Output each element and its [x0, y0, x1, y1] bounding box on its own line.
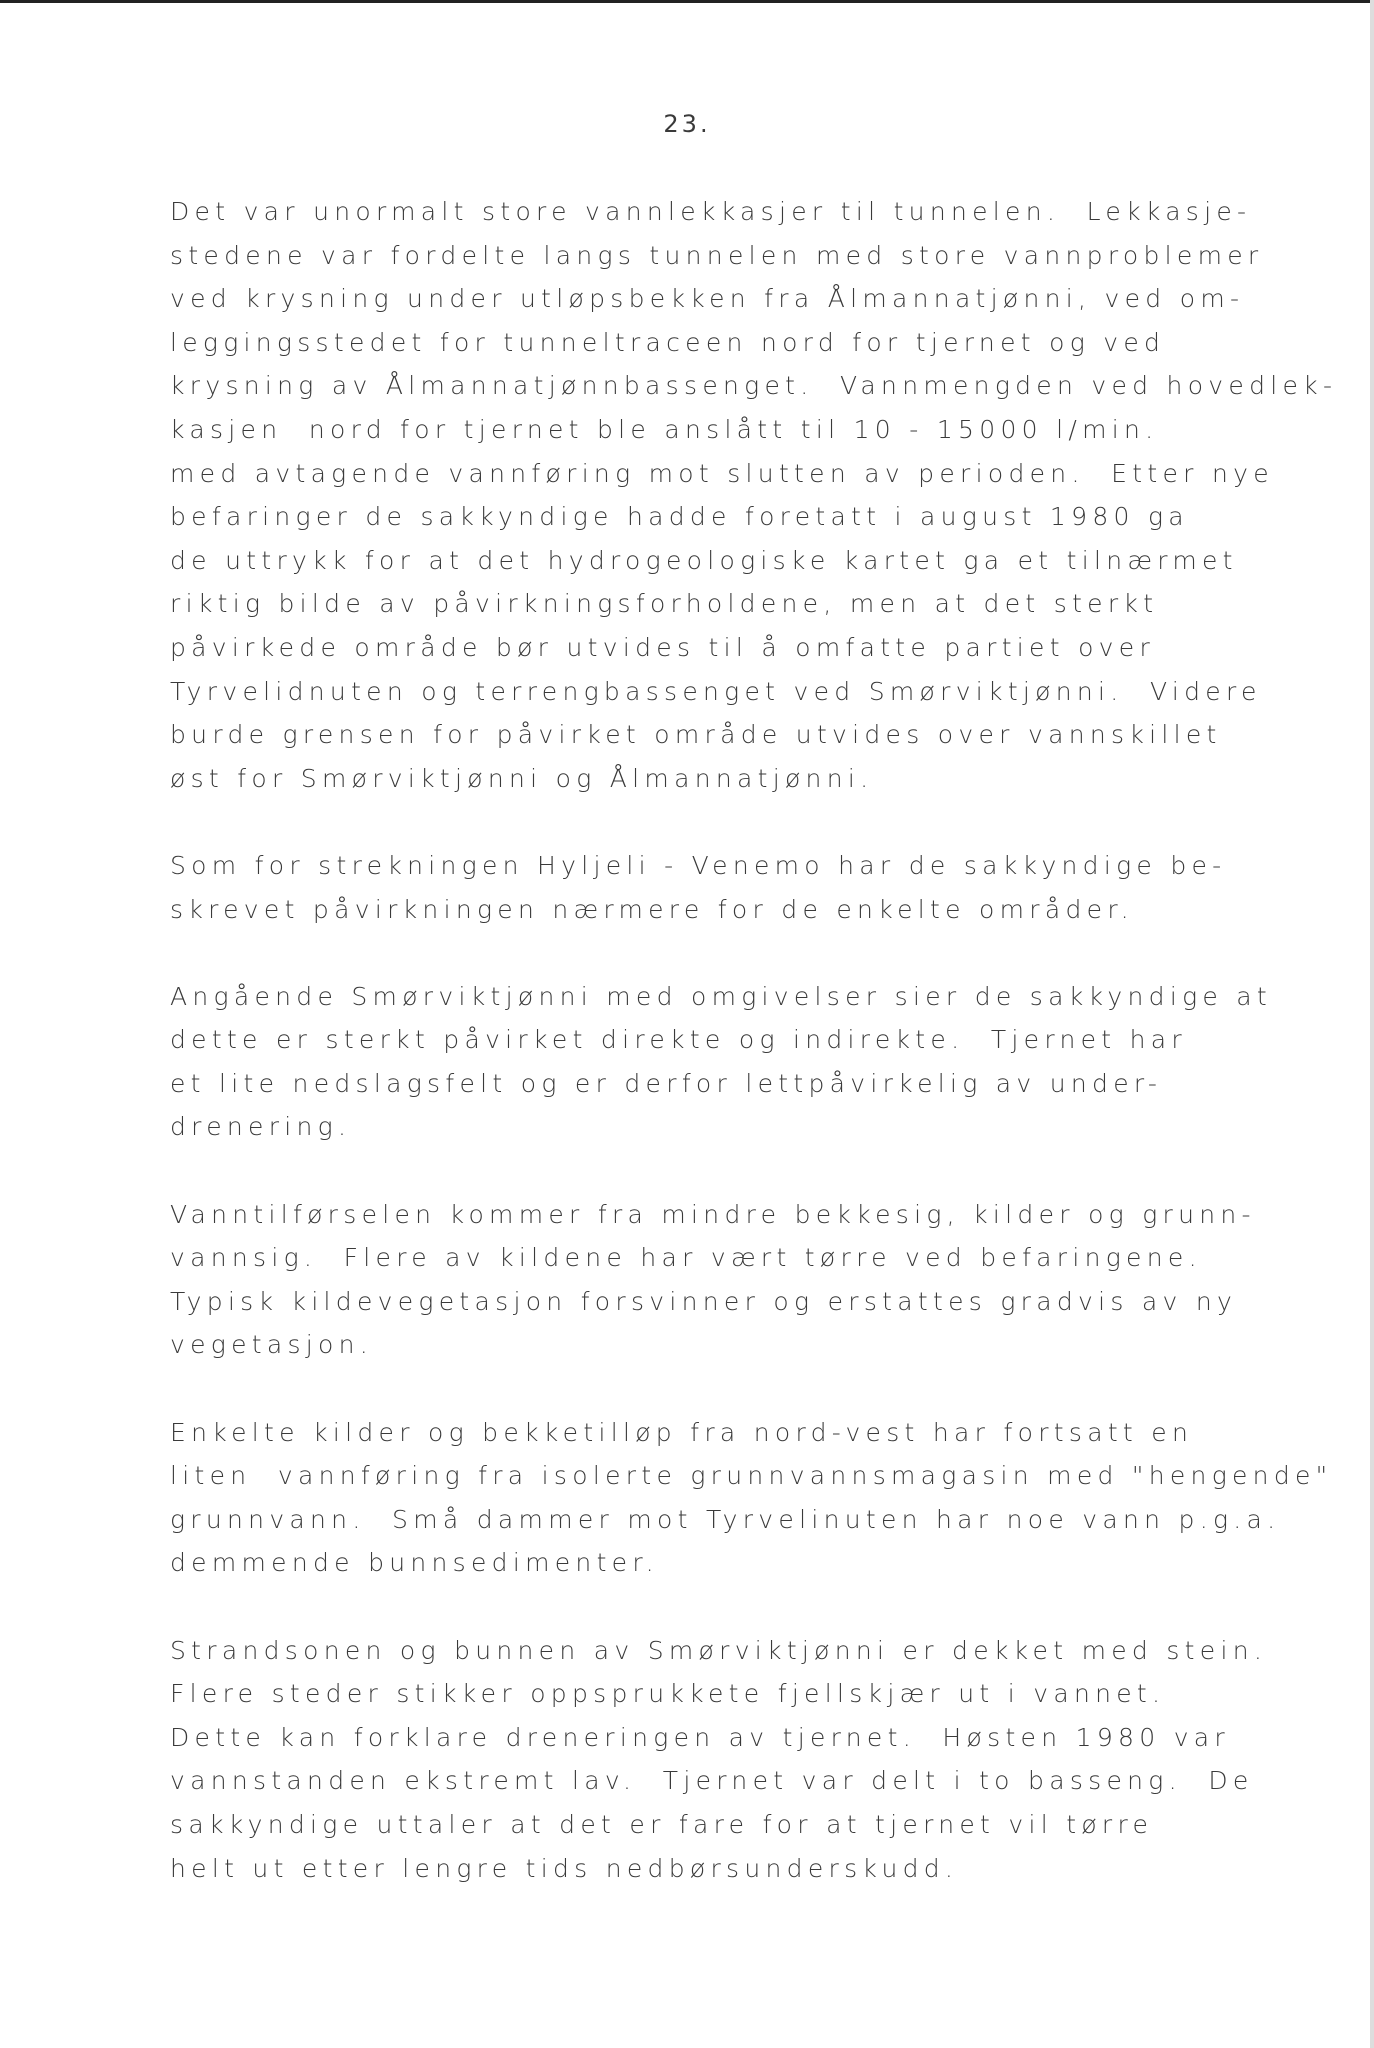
text-line: Dette kan forklare dreneringen av tjernet. Høsten 1980 var — [170, 1722, 1230, 1752]
paragraph — [170, 190, 1338, 800]
text-line: Som for strekningen Hyljeli - Venemo har de sakkyndige be- — [170, 850, 1227, 880]
paragraph — [170, 975, 1273, 1149]
text-line: ved krysning under utløpsbekken fra Ålmannatjønni, ved om- — [170, 284, 1245, 314]
paragraph — [170, 1411, 1333, 1585]
paragraph — [170, 1193, 1256, 1367]
text-line: Strandsonen og bunnen av Smørviktjønni er dekket med stein. — [170, 1635, 1268, 1665]
text-line: dette er sterkt påvirket direkte og indirekte. Tjernet har — [170, 1025, 1187, 1055]
text-line: riktig bilde av påvirkningsforholdene, men at det sterkt — [170, 589, 1159, 619]
text-line: vannsig. Flere av kildene har vært tørre ved befaringene. — [170, 1243, 1202, 1273]
scan-top-edge — [0, 0, 1374, 3]
text-line: kasjen nord for tjernet ble anslått til 10 - 15000 l/min. — [170, 414, 1159, 444]
scan-right-edge — [1370, 0, 1374, 2048]
text-line: stedene var fordelte langs tunnelen med store vannproblemer — [170, 240, 1264, 270]
text-line: krysning av Ålmannatjønnbassenget. Vannmengden ved hovedlek- — [170, 371, 1338, 401]
document-body — [170, 190, 1338, 1934]
text-line: leggingsstedet for tunneltraceen nord for tjernet og ved — [170, 327, 1166, 357]
text-line: Typisk kildevegetasjon forsvinner og erstattes gradvis av ny — [170, 1286, 1238, 1316]
text-line: befaringer de sakkyndige hadde foretatt i august 1980 ga — [170, 502, 1189, 532]
text-line: Angående Smørviktjønni med omgivelser sier de sakkyndige at — [170, 981, 1273, 1011]
page-number: 23. — [663, 110, 711, 138]
text-line: demmende bunnsedimenter. — [170, 1548, 659, 1578]
text-line: burde grensen for påvirket område utvides over vannskillet — [170, 720, 1222, 750]
text-line: øst for Smørviktjønni og Ålmannatjønni. — [170, 763, 874, 793]
text-line: Enkelte kilder og bekketilløp fra nord-vest har fortsatt en — [170, 1417, 1194, 1447]
text-line: grunnvann. Små dammer mot Tyrvelinuten har noe vann p.g.a. — [170, 1504, 1281, 1534]
text-line: Flere steder stikker oppsprukkete fjellskjær ut i vannet. — [170, 1679, 1166, 1709]
text-line: de uttrykk for at det hydrogeologiske kartet ga et tilnærmet — [170, 545, 1238, 575]
text-line: skrevet påvirkningen nærmere for de enkelte områder. — [170, 894, 1134, 924]
text-line: Vanntilførselen kommer fra mindre bekkesig, kilder og grunn- — [170, 1199, 1256, 1229]
paragraph — [170, 1629, 1268, 1891]
text-line: Det var unormalt store vannlekkasjer til tunnelen. Lekkasje- — [170, 197, 1252, 226]
text-line: et lite nedslagsfelt og er derfor lettpåvirkelig av under- — [170, 1068, 1163, 1098]
text-line: sakkyndige uttaler at det er fare for at tjernet vil tørre — [170, 1809, 1154, 1839]
text-line: liten vannføring fra isolerte grunnvannsmagasin med "hengende" — [170, 1461, 1333, 1491]
text-line: påvirkede område bør utvides til å omfatte partiet over — [170, 632, 1156, 662]
text-line: vannstanden ekstremt lav. Tjernet var delt i to basseng. De — [170, 1766, 1254, 1796]
text-line: vegetasjon. — [170, 1330, 374, 1360]
paragraph — [170, 844, 1250, 931]
text-line: med avtagende vannføring mot slutten av perioden. Etter nye — [170, 458, 1274, 488]
text-line: helt ut etter lengre tids nedbørsunderskudd. — [170, 1853, 959, 1883]
text-line: drenering. — [170, 1112, 352, 1142]
text-line: Tyrvelidnuten og terrengbassenget ved Smørviktjønni. Videre — [170, 676, 1262, 706]
